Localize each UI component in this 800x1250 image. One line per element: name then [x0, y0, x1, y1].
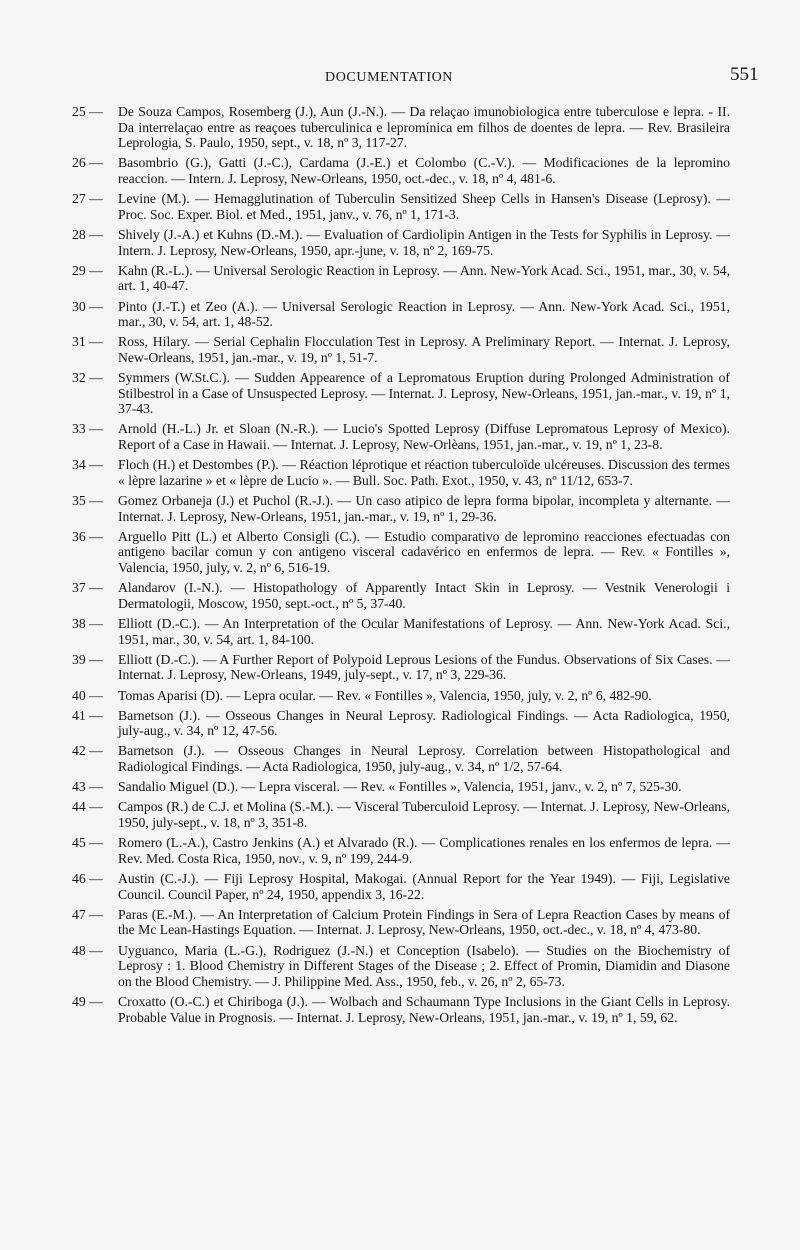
- list-item: [72, 104, 730, 151]
- list-item: [72, 191, 730, 222]
- ref-number: 29 —: [72, 262, 103, 278]
- ref-number: 25 —: [72, 104, 103, 119]
- list-item: [72, 652, 730, 683]
- ref-text: Ross, Hilary. — Serial Cephalin Flocculation Test in Leprosy. A Preliminary Report. — Internat. J. Leprosy, New-Orleans, 1951, jan.-mar., v. 19, nº 1, 51-7.: [118, 334, 730, 365]
- list-item: [72, 334, 730, 365]
- ref-number: 39 —: [72, 651, 103, 667]
- ref-number: 36 —: [72, 528, 103, 544]
- running-head: DOCUMENTATION: [325, 70, 454, 85]
- list-item: [72, 708, 730, 739]
- ref-text: Paras (E.-M.). — An Interpretation of Calcium Protein Findings in Sera of Lepra Reaction Cases by means of the Mc Lean-Hastings Equation. — Internat. J. Leprosy, New-Orleans, 1950, oct.-dec., v. 18, nº 4, 473-80.: [118, 906, 730, 938]
- ref-text: Barnetson (J.). — Osseous Changes in Neural Leprosy. Correlation between Histopathological and Radiological Findings. — Acta Radiologica, 1950, july-aug., v. 34, nº 1/2, 57-64.: [118, 743, 730, 775]
- ref-number: 35 —: [72, 493, 103, 508]
- ref-text: Gomez Orbaneja (J.) et Puchol (R.-J.). — Un caso atipico de lepra forma bipolar, incompleta y alternante. — Internat. J. Leprosy, New-Orleans, 1951, jan.-mar., v. 19, nº 1, 29-36.: [118, 493, 730, 524]
- ref-number: 47 —: [72, 906, 103, 922]
- ref-number: 49 —: [72, 993, 103, 1009]
- list-item: [72, 743, 730, 774]
- ref-number: 41 —: [72, 707, 103, 723]
- list-item: [72, 871, 730, 902]
- list-item: [72, 616, 730, 647]
- ref-number: 45 —: [72, 835, 103, 851]
- ref-text: Levine (M.). — Hemagglutination of Tuberculin Sensitized Sheep Cells in Hansen's Disease (Leprosy). — Proc. Soc. Exper. Biol. et Med., 1951, janv., v. 76, nº 1, 171-3.: [118, 191, 730, 222]
- ref-text: Arnold (H.-L.) Jr. et Sloan (N.-R.). — Lucio's Spotted Leprosy (Diffuse Lepromatous Leprosy of Mexico). Report of a Case in Hawaii. — Internat. J. Leprosy, New-Orlèans, 1951, jan.-mar., v. 19, nº 1, 23-8.: [118, 421, 730, 453]
- ref-number: 38 —: [72, 615, 103, 631]
- ref-text: Sandalio Miguel (D.). — Lepra visceral. — Rev. « Fontilles », Valencia, 1951, janv., v. 2, nº 7, 525-30.: [118, 779, 682, 795]
- list-item: [72, 421, 730, 452]
- ref-text: De Souza Campos, Rosemberg (J.), Aun (J.-N.). — Da relaçao imunobiologica entre tuberculose e lepra. - II. Da interrelaçao entre as reaçoes tuberculinica e lepromínica em filhos de doentes de lepra. — Rev. Brasileira Leprologia, S. Paulo, 1950, sept., v. 18, nº 3, 117-27.: [118, 104, 730, 151]
- ref-number: 42 —: [72, 743, 103, 759]
- ref-text: Floch (H.) et Destombes (P.). — Réaction léprotique et réaction tuberculoïde ulcéreuses. Discussion des termes « lèpre lazarine » et « lèpre de Lucio ». — Bull. Soc. Path. Exot., 1950, v. 43, nº 11/12, 653-7.: [118, 457, 730, 488]
- list-item: [72, 457, 730, 488]
- list-item: [72, 299, 730, 330]
- list-item: [72, 263, 730, 294]
- list-item: [72, 688, 730, 704]
- list-item: [72, 907, 730, 938]
- ref-text: Arguello Pitt (L.) et Alberto Consigli (C.). — Estudio comparativo de lepromino reacciones efectuadas con antigeno bacilar comun y con antigeno visceral cadavérico en enfermos de lepra. — Rev. « Fontilles », Valencia, 1950, july, v. 2, nº 6, 516-19.: [118, 528, 730, 575]
- ref-text: Austin (C.-J.). — Fiji Leprosy Hospital, Makogai. (Annual Report for the Year 1949). — Fiji, Legislative Council. Council Paper, nº 24, 1950, appendix 3, 16-22.: [118, 871, 730, 902]
- ref-number: 32 —: [72, 370, 103, 386]
- ref-number: 30 —: [72, 298, 103, 314]
- ref-text: Uyguanco, Maria (L.-G.), Rodriguez (J.-N.) et Conception (Isabelo). — Studies on the Biochemistry of Leprosy : 1. Blood Chemistry in Different Stages of the Disease ; 2. Effect of Promin, Diamidin and Diasone on the Blood Chemistry. — J. Philippine Med. Ass., 1950, feb., v. 26, nº 2, 65-73.: [118, 942, 730, 989]
- ref-number: 28 —: [72, 226, 103, 242]
- list-item: [72, 580, 730, 611]
- ref-text: Elliott (D.-C.). — A Further Report of Polypoid Leprous Lesions of the Fundus. Observations of Six Cases. — Internat. J. Leprosy, New-Orleans, 1949, july-sept., v. 17, nº 3, 229-36.: [118, 651, 730, 683]
- reference-list: [72, 104, 730, 1030]
- list-item: [72, 493, 730, 524]
- ref-number: 26 —: [72, 155, 103, 171]
- ref-number: 33 —: [72, 421, 103, 437]
- ref-text: Barnetson (J.). — Osseous Changes in Neural Leprosy. Radiological Findings. — Acta Radiologica, 1950, july-aug., v. 34, nº 12, 47-56.: [118, 707, 730, 739]
- page-number: 551: [730, 64, 759, 85]
- list-item: [72, 155, 730, 186]
- ref-text: Croxatto (O.-C.) et Chiriboga (J.). — Wolbach and Schaumann Type Inclusions in the Giant Cells in Leprosy. Probable Value in Prognosis. — Internat. J. Leprosy, New-Orleans, 1951, jan.-mar., v. 19, nº 1, 59, 62.: [118, 993, 730, 1025]
- ref-text: Alandarov (I.-N.). — Histopathology of Apparently Intact Skin in Leprosy. — Vestnik Venerologii i Dermatologii, Moscow, 1950, sept.-oct., nº 5, 37-40.: [118, 580, 730, 611]
- list-item: [72, 370, 730, 417]
- ref-number: 31 —: [72, 334, 103, 350]
- list-item: [72, 835, 730, 866]
- ref-number: 44 —: [72, 799, 103, 815]
- ref-number: 48 —: [72, 942, 103, 958]
- list-item: [72, 529, 730, 576]
- ref-number: 27 —: [72, 191, 103, 207]
- ref-text: Romero (L.-A.), Castro Jenkins (A.) et Alvarado (R.). — Complicationes renales en los enfermos de lepra. — Rev. Med. Costa Rica, 1950, nov., v. 9, nº 199, 244-9.: [118, 835, 730, 866]
- list-item: [72, 799, 730, 830]
- ref-number: 37 —: [72, 580, 103, 596]
- list-item: [72, 779, 730, 795]
- list-item: [72, 227, 730, 258]
- ref-number: 46 —: [72, 871, 103, 886]
- ref-text: Basombrio (G.), Gatti (J.-C.), Cardama (J.-E.) et Colombo (C.-V.). — Modificaciones de la lepromino reaccion. — Intern. J. Leprosy, New-Orleans, 1950, oct.-dec., v. 18, nº 4, 481-6.: [118, 155, 730, 186]
- ref-text: Kahn (R.-L.). — Universal Serologic Reaction in Leprosy. — Ann. New-York Acad. Sci., 1951, mar., 30, v. 54, art. 1, 40-47.: [118, 262, 730, 294]
- ref-text: Pinto (J.-T.) et Zeo (A.). — Universal Serologic Reaction in Leprosy. — Ann. New-York Acad. Sci., 1951, mar., 30, v. 54, art. 1, 48-52.: [118, 298, 730, 330]
- ref-number: 43 —: [72, 779, 103, 795]
- ref-text: Elliott (D.-C.). — An Interpretation of the Ocular Manifestations of Leprosy. — Ann. New-York Acad. Sci., 1951, mar., 30, v. 54, art. 1, 84-100.: [118, 615, 730, 647]
- ref-text: Campos (R.) de C.J. et Molina (S.-M.). — Visceral Tuberculoid Leprosy. — Internat. J. Leprosy, New-Orleans, 1950, july-sept., v. 18, nº 3, 351-8.: [118, 799, 730, 831]
- ref-text: Tomas Aparisi (D). — Lepra ocular. — Rev. « Fontilles », Valencia, 1950, july, v. 2, nº 6, 482-90.: [118, 687, 652, 703]
- ref-text: Symmers (W.St.C.). — Sudden Appearence of a Lepromatous Eruption during Prolonged Administration of Stilbestrol in a Case of Unsuspected Leprosy. — Internat. J. Leprosy, New-Orleans, 1951, jan.-mar., v. 19, nº 1, 37-43.: [118, 370, 730, 417]
- ref-number: 40 —: [72, 687, 103, 703]
- list-item: [72, 943, 730, 990]
- ref-text: Shively (J.-A.) et Kuhns (D.-M.). — Evaluation of Cardiolipin Antigen in the Tests for Syphilis in Leprosy. — Intern. J. Leprosy, New-Orleans, 1950, apr.-june, v. 18, nº 2, 169-75.: [118, 226, 730, 258]
- list-item: [72, 994, 730, 1025]
- ref-number: 34 —: [72, 457, 103, 473]
